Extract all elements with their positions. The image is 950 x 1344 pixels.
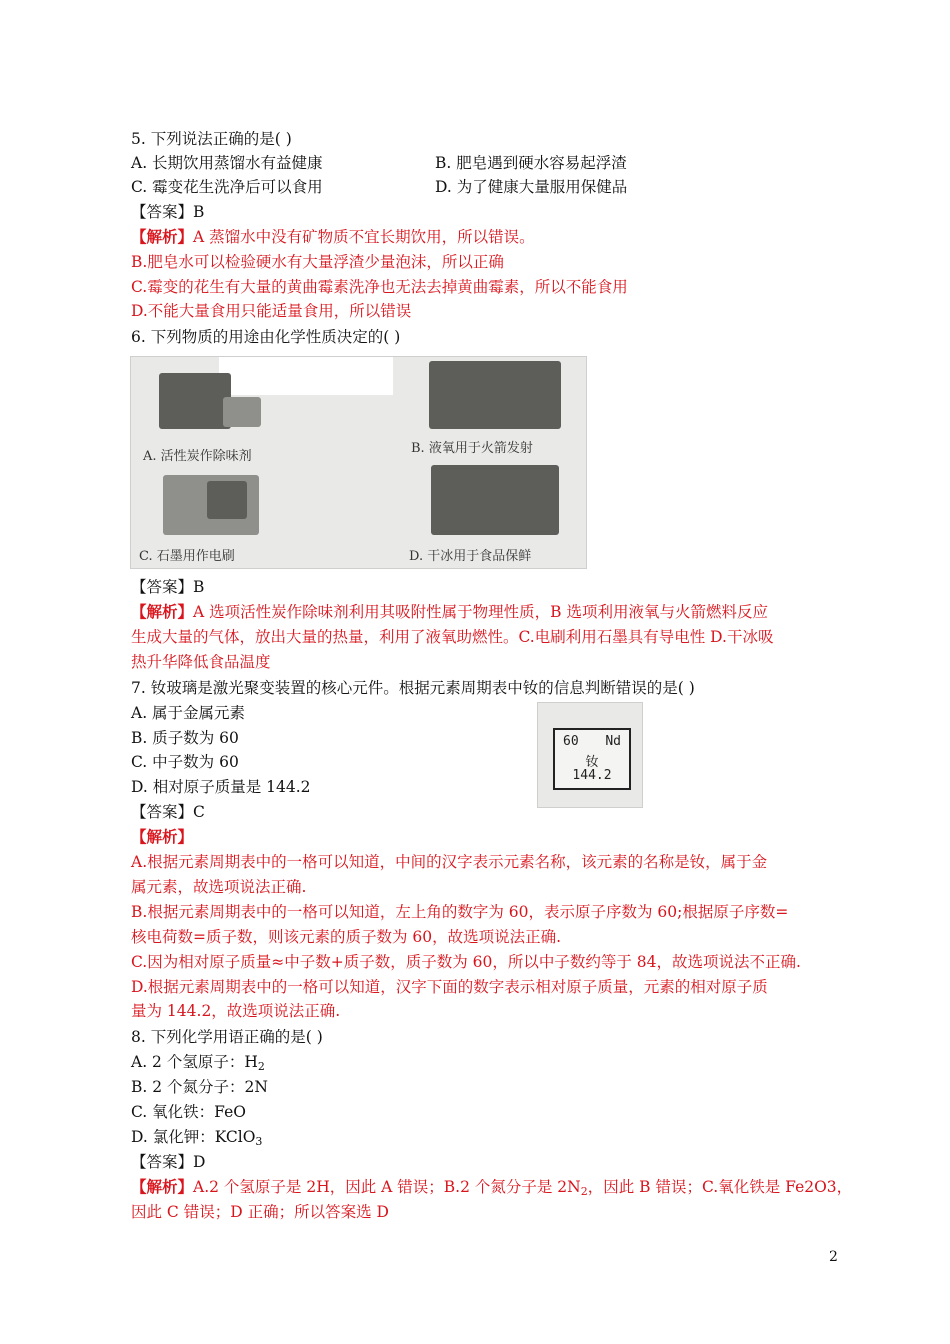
q7-analysis-line-3: B.根据元素周期表中的一格可以知道，左上角的数字为 60，表示原子序数为 60;根据原子序数=: [131, 903, 789, 921]
q6-figure-label-c: C. 石墨用作电刷: [139, 549, 235, 564]
element-atomic-mass: 144.2: [572, 768, 612, 783]
q8-option-a-subscript: 2: [257, 1060, 265, 1073]
q8-option-a-formula: H: [244, 1053, 258, 1071]
q5-stem: 5. 下列说法正确的是( ): [131, 130, 292, 148]
q6-analysis-label: 【解析】: [131, 602, 194, 621]
q8-answer: 【答案】D: [131, 1153, 206, 1171]
q7-option-b: B. 质子数为 60: [131, 729, 239, 747]
q7-analysis-line-2: 属元素，故选项说法正确.: [131, 878, 307, 896]
q5-analysis-line-4: D.不能大量食用只能适量食用，所以错误: [131, 302, 412, 320]
q8-option-a-prefix: A. 2 个氢原子：: [131, 1053, 245, 1071]
q7-answer: 【答案】C: [131, 803, 205, 821]
q6-figure-label-b: B. 液氧用于火箭发射: [411, 441, 533, 456]
dry-ice-photo: [431, 465, 559, 535]
q7-analysis-line-5: C.因为相对原子质量≈中子数+质子数，质子数为 60，所以中子数约等于 84，故选项说法不正确.: [131, 953, 801, 971]
q5-analysis-line-1: [131, 225, 535, 249]
q7-option-c: C. 中子数为 60: [131, 753, 239, 771]
q6-stem: 6. 下列物质的用途由化学性质决定的( ): [131, 328, 401, 346]
q6-analysis-line-1: [131, 600, 768, 624]
element-symbol: Nd: [605, 734, 621, 749]
q5-option-b: B. 肥皂遇到硬水容易起浮渣: [435, 154, 627, 172]
q7-analysis-line-4: 核电荷数=质子数，则该元素的质子数为 60，故选项说法正确.: [131, 928, 562, 946]
q5-analysis-line-2: B.肥皂水可以检验硬水有大量浮渣少量泡沫，所以正确: [131, 253, 504, 271]
q8-option-d-subscript: 3: [255, 1135, 263, 1148]
q8-option-d-prefix: D. 氯化钾：: [131, 1128, 215, 1146]
q7-stem: 7. 钕玻璃是激光聚变装置的核心元件。根据元素周期表中钕的信息判断错误的是( ): [131, 679, 695, 697]
q7-option-a: A. 属于金属元素: [131, 704, 246, 722]
q7-analysis-line-7: 量为 144.2，故选项说法正确.: [131, 1002, 341, 1020]
q8-option-c: C. 氧化铁：FeO: [131, 1103, 246, 1121]
q7-analysis-line-6: D.根据元素周期表中的一格可以知道，汉字下面的数字表示相对原子质量，元素的相对原子质: [131, 978, 768, 996]
q5-answer: 【答案】B: [131, 203, 205, 221]
redaction-patch: [219, 357, 393, 395]
q6-answer: 【答案】B: [131, 578, 205, 596]
graphite-brush-photo-detail: [207, 481, 247, 519]
element-atomic-number: 60: [563, 734, 579, 749]
q6-figure-label-d: D. 干冰用于食品保鲜: [409, 549, 532, 564]
page-number: 2: [829, 1249, 838, 1265]
q5-option-c: C. 霉变花生洗净后可以食用: [131, 178, 323, 196]
activated-carbon-photo-detail: [223, 397, 261, 427]
q8-option-b: B. 2 个氮分子：2N: [131, 1078, 268, 1096]
rocket-launch-photo: [429, 361, 561, 429]
q8-option-d-formula: KClO: [214, 1128, 256, 1146]
q5-analysis-label: 【解析】: [131, 227, 194, 246]
q7-analysis-label: 【解析】: [131, 827, 194, 846]
q5-option-a: A. 长期饮用蒸馏水有益健康: [131, 154, 323, 172]
q6-analysis-text-1: A 选项活性炭作除味剂利用其吸附性属于物理性质，B 选项利用液氧与火箭燃料反应: [193, 603, 768, 621]
q5-analysis-line-3: C.霉变的花生有大量的黄曲霉素洗净也无法去掉黄曲霉素，所以不能食用: [131, 278, 628, 296]
q5-option-d: D. 为了健康大量服用保健品: [435, 178, 628, 196]
activated-carbon-photo: [159, 373, 231, 429]
q8-analysis-text-1a: A.2 个氢原子是 2H，因此 A 错误；B.2 个氮分子是 2N: [193, 1178, 581, 1196]
q6-analysis-line-2: 生成大量的气体，放出大量的热量，利用了液氧助燃性。C.电刷利用石墨具有导电性 D.干冰吸: [131, 628, 774, 646]
q7-analysis-line-1: A.根据元素周期表中的一格可以知道，中间的汉字表示元素名称，该元素的名称是钕，属于金: [131, 853, 768, 871]
element-name: 钕: [585, 755, 599, 770]
q7-option-d: D. 相对原子质量是 144.2: [131, 778, 311, 796]
q6-figure: [130, 356, 587, 569]
q8-analysis-label: 【解析】: [131, 1177, 194, 1196]
q5-analysis-text-1: A 蒸馏水中没有矿物质不宜长期饮用，所以错误。: [193, 228, 535, 246]
q6-figure-label-a: A. 活性炭作除味剂: [143, 449, 252, 464]
q8-stem: 8. 下列化学用语正确的是( ): [131, 1028, 323, 1046]
neodymium-element-card: [553, 728, 631, 790]
q8-analysis-text-1b: ，因此 B 错误；C.氧化铁是 Fe2O3，: [587, 1178, 853, 1196]
q8-analysis-subscript: 2: [580, 1185, 588, 1198]
q6-analysis-line-3: 热升华降低食品温度: [131, 653, 271, 671]
q8-analysis-line-2: 因此 C 错误；D 正确；所以答案选 D: [131, 1203, 389, 1221]
